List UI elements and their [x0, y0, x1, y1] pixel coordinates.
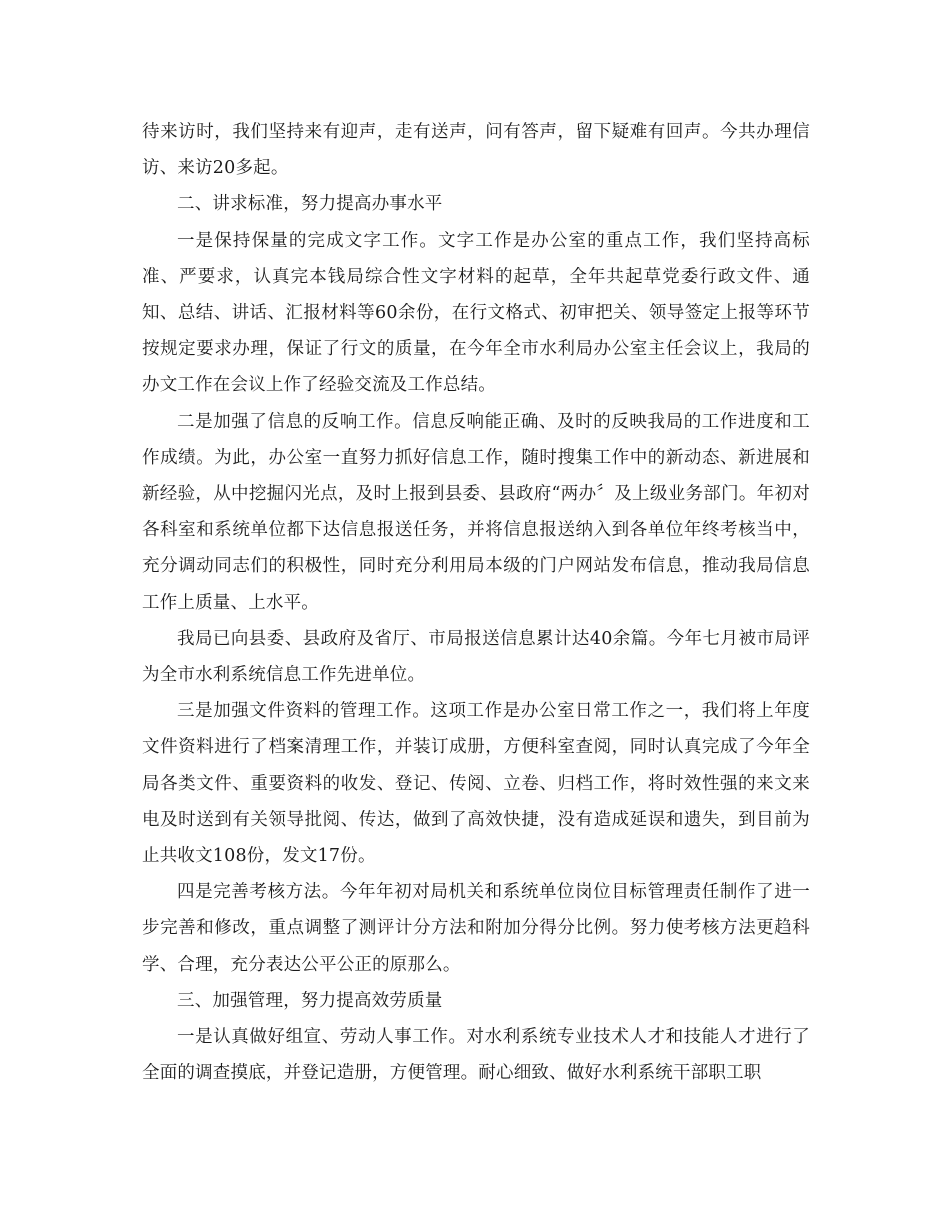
section-heading-3: 三、加强管理，努力提高效劳质量: [177, 990, 443, 1011]
section-heading-2: 二、讲求标准，努力提高办事水平: [177, 194, 443, 215]
paragraph-continuation: 待来访时，我们坚持来有迎声，走有送声，问有答声，留下疑难有回声。今共办理信访、来访20多起。: [142, 122, 810, 179]
paragraph-information-report: 我局已向县委、县政府及省厅、市局报送信息累计达40余篇。今年七月被市局评为全市水利系统信息工作先进单位。: [142, 628, 810, 686]
paragraph-information-feedback: 二是加强了信息的反响工作。信息反响能正确、及时的反映我局的工作进度和工作成绩。为此，办公室一直努力抓好信息工作，随时搜集工作中的新动态、新进展和新经验，从中挖掘闪光点，及时上报到县委、县政府“两办〞及上级业务部门。年初对各科室和系统单位都下达信息报送任务，并将信息报送纳入到各单位年终考核当中，充分调动同志们的积极性，同时充分利用局本级的门户网站发布信息，推动我局信息工作上质量、上水平。: [142, 411, 810, 613]
paragraph-writing-work: 一是保持保量的完成文字工作。文字工作是办公室的重点工作，我们坚持高标准、严要求，认真完本钱局综合性文字材料的起草，全年共起草党委行政文件、通知、总结、讲话、汇报材料等60余份，在行文格式、初审把关、领导签定上报等环节按规定要求办理，保证了行文的质量，在今年全市水利局办公室主任会议上，我局的办文工作在会议上作了经验交流及工作总结。: [142, 230, 810, 396]
paragraph-assessment-method: 四是完善考核方法。今年年初对局机关和系统单位岗位目标管理责任制作了进一步完善和修改，重点调整了测评计分方法和附加分得分比例。努力使考核方法更趋科学、合理，充分表达公平公正的原那么。: [142, 882, 810, 975]
document-page: [142, 114, 810, 1091]
paragraph-personnel-work: 一是认真做好组宣、劳动人事工作。对水利系统专业技术人才和技能人才进行了全面的调查摸底，并登记造册，方便管理。耐心细致、做好水利系统干部职工职: [142, 1027, 810, 1084]
paragraph-document-management: 三是加强文件资料的管理工作。这项工作是办公室日常工作之一，我们将上年度文件资料进行了档案清理工作，并装订成册，方便科室查阅，同时认真完成了今年全局各类文件、重要资料的收发、登记、传阅、立卷、归档工作，将时效性强的来文来电及时送到有关领导批阅、传达，做到了高效快捷，没有造成延误和遗失，到目前为止共收文108份，发文17份。: [142, 701, 810, 867]
